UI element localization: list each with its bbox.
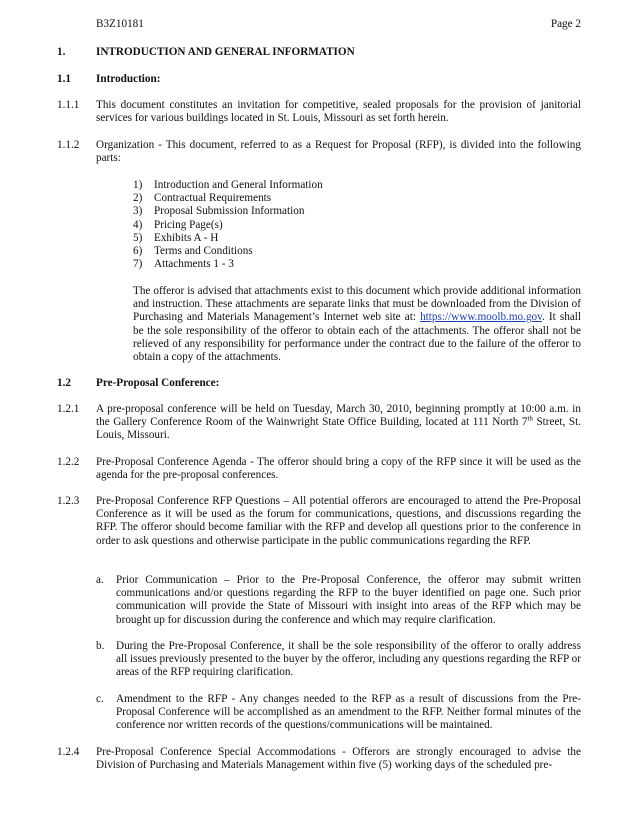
section-title: Introduction: [96, 73, 161, 85]
paragraph-text: Pre-Proposal Conference RFP Questions – All potential offerors are encouraged to attend the Pre-Proposal Conference as it will be used as the forum for communications, questions, and discussions regarding the RFP. The offeror should become familiar with the RFP and develop all questions prior to the conference in order to ask questions and otherwise participate in the public communications regarding the RFP. [96, 495, 581, 547]
subitem-letter: b. [96, 640, 105, 652]
section-heading-1-2 [57, 377, 581, 390]
section-heading-1 [57, 46, 581, 59]
list-item: 2) Contractual Requirements [133, 192, 272, 205]
paragraph-1-1-1 [57, 99, 581, 125]
moolb-website-link[interactable]: https://www.moolb.mo.gov [420, 311, 543, 324]
subitem-text: During the Pre-Proposal Conference, it shall be the sole responsibility of the offeror to orally address all issues previously presented to the buyer by the offeror, including any questions regarding the RFP or areas of the RFP requiring clarification. [116, 640, 581, 679]
list-item: 6) Terms and Conditions [133, 244, 253, 257]
subitem-c [96, 693, 581, 733]
paragraph-number: 1.2.3 [57, 495, 80, 507]
paragraph-number: 1.2.1 [57, 403, 80, 415]
section-title: Pre-Proposal Conference: [96, 377, 220, 389]
paragraph-1-2-4 [57, 746, 581, 772]
subitem-a [96, 574, 581, 627]
paragraph-text: Pre-Proposal Conference Special Accommodations - Offerors are strongly encouraged to advise the Division of Purchasing and Materials Management within five (5) working days of the scheduled pre- [96, 746, 581, 772]
paragraph-number: 1.1.2 [57, 139, 80, 151]
section-title: INTRODUCTION AND GENERAL INFORMATION [96, 46, 355, 58]
paragraph-1-2-2 [57, 456, 581, 482]
list-item: 4) Pricing Page(s) [133, 218, 223, 231]
paragraph-text: Organization - This document, referred to as a Request for Proposal (RFP), is divided into the following parts: [96, 139, 581, 165]
page-number: Page 2 [550, 18, 581, 30]
paragraph-number: 1.1.1 [57, 99, 80, 111]
list-item: 1) Introduction and General Information [133, 179, 323, 191]
subitem-letter: c. [96, 693, 104, 705]
paragraph-number: 1.2.2 [57, 456, 80, 468]
paragraph-text: This document constitutes an invitation for competitive, sealed proposals for the provision of janitorial services for various buildings located in St. Louis, Missouri as set forth herein. [96, 99, 581, 125]
paragraph-number: 1.2.4 [57, 746, 80, 758]
section-number: 1.2 [57, 377, 71, 389]
section-number: 1.1 [57, 73, 71, 85]
paragraph-1-1-2 [57, 139, 581, 165]
subitem-b [96, 640, 581, 680]
paragraph-text: A pre-proposal conference will be held on Tuesday, March 30, 2010, beginning promptly at 10:00 a.m. in the Gallery Conference Room of the Wainwright State Office Building, located at 111 North 7th Street, St. Louis, Missouri. [96, 403, 581, 442]
attachments-advice: The offeror is advised that attachments exist to this document which provide additional information and instruction. These attachments are separate links that must be downloaded from the Division of Purchasing and Materials Management’s Internet web site at: https://www.moolb.mo.gov. It shall be the sole responsibility of the offeror to obtain each of the attachments. The offeror shall not be relieved of any responsibility for performance under the contract due to the failure of the offeror to obtain a copy of the attachments. [133, 285, 582, 364]
subitem-letter: a. [96, 574, 104, 586]
paragraph-1-2-3 [57, 495, 581, 548]
list-item: 7) Attachments 1 - 3 [133, 258, 234, 271]
page-header [96, 18, 581, 32]
paragraph-text: Pre-Proposal Conference Agenda - The offeror should bring a copy of the RFP since it will be used as the agenda for the pre-proposal conferences. [96, 456, 581, 482]
document-id: B3Z10181 [96, 18, 144, 30]
rfp-parts-list [133, 179, 581, 271]
list-item: 3) Proposal Submission Information [133, 205, 305, 218]
list-item: 5) Exhibits A - H [133, 231, 219, 244]
subitem-text: Amendment to the RFP - Any changes needed to the RFP as a result of discussions from the Pre-Proposal Conference will be accomplished as an amendment to the RFP. Neither formal minutes of the conference nor written records of the questions/communications will be maintained. [116, 693, 581, 732]
section-number: 1. [57, 46, 66, 58]
subitem-text: Prior Communication – Prior to the Pre-Proposal Conference, the offeror may submit written communications and/or questions regarding the RFP to the buyer identified on page one. Such prior communication will provide the State of Missouri with insight into areas of the RFP which may be brought up for discussion during the conference and which may require clarification. [116, 574, 581, 626]
section-heading-1-1 [57, 73, 581, 86]
paragraph-1-2-1 [57, 403, 581, 443]
